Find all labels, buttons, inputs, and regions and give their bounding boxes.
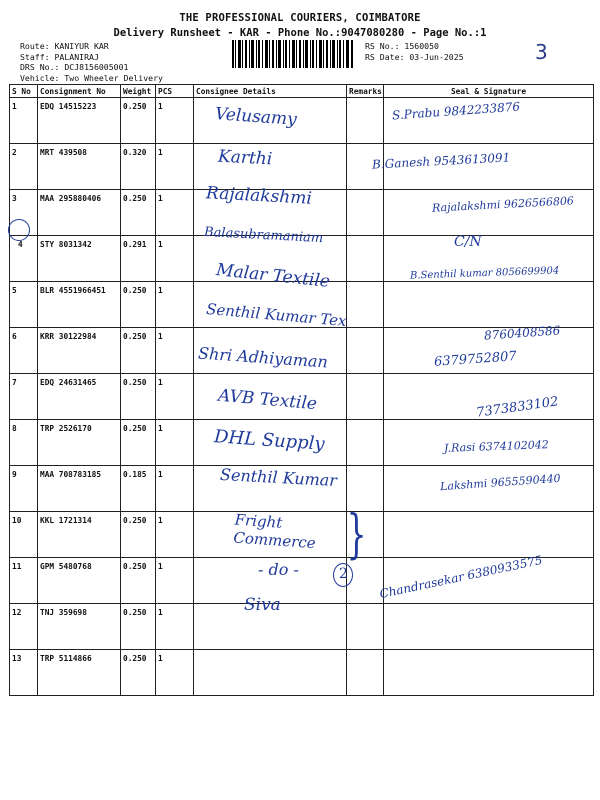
col-consignee: Consignee Details	[194, 85, 347, 98]
cell-weight: 0.250	[121, 604, 156, 650]
cell-sno: 13	[10, 650, 38, 696]
handwritten-consignee: Rajalakshmi	[205, 183, 313, 209]
cell-pcs: 1	[156, 558, 194, 604]
cell-remarks	[347, 282, 384, 328]
col-sno: S No	[10, 85, 38, 98]
cell-consignment: BLR 4551966451	[38, 282, 121, 328]
cell-pcs: 1	[156, 282, 194, 328]
handwritten-consignee: Balasubramaniam	[203, 224, 324, 247]
cell-sno: 11	[10, 558, 38, 604]
runsheet-table	[9, 84, 594, 696]
cell-consignment: MRT 439508	[38, 144, 121, 190]
cell-consignment: KKL 1721314	[38, 512, 121, 558]
cell-pcs: 1	[156, 144, 194, 190]
cell-sno: 7	[10, 374, 38, 420]
handwritten-signature: 6379752807	[433, 349, 518, 370]
circled-count-number: 2	[339, 566, 348, 582]
cell-pcs: 1	[156, 98, 194, 144]
cell-sno: 5	[10, 282, 38, 328]
cell-weight: 0.250	[121, 512, 156, 558]
handwritten-signature: B.Ganesh 9543613091	[371, 150, 511, 172]
cell-sno: 2	[10, 144, 38, 190]
cell-sno: 1	[10, 98, 38, 144]
cell-consignment: TRP 2526170	[38, 420, 121, 466]
cell-signature	[384, 604, 594, 650]
cell-consignment: MAA 708783185	[38, 466, 121, 512]
cell-pcs: 1	[156, 604, 194, 650]
handwritten-signature: 8760408586	[483, 323, 561, 343]
circled-row-mark	[8, 219, 30, 241]
cell-consignment: STY 8031342	[38, 236, 121, 282]
cell-remarks	[347, 604, 384, 650]
table-header-row	[10, 85, 594, 98]
handwritten-consignee: AVB Textile	[217, 385, 318, 415]
table-row	[10, 604, 594, 650]
rs-number: RS No.: 1560050	[365, 41, 439, 51]
cell-pcs: 1	[156, 374, 194, 420]
cell-pcs: 1	[156, 466, 194, 512]
rs-date: RS Date: 03-Jun-2025	[365, 51, 464, 62]
cell-pcs: 1	[156, 650, 194, 696]
barcode-image	[232, 40, 354, 68]
col-consignment: Consignment No	[38, 85, 121, 98]
cell-weight: 0.250	[121, 650, 156, 696]
cell-consignment: EDQ 24631465	[38, 374, 121, 420]
cell-consignment: EDQ 14515223	[38, 98, 121, 144]
cell-sno: 8	[10, 420, 38, 466]
cell-remarks	[347, 374, 384, 420]
cell-consignment: TRP 5114866	[38, 650, 121, 696]
runsheet-subtitle: Delivery Runsheet - KAR - Phone No.:9047080280 - Page No.:1	[113, 27, 487, 39]
handwritten-consignee: Siva	[244, 595, 281, 615]
cell-weight: 0.291	[121, 236, 156, 282]
cell-pcs: 1	[156, 512, 194, 558]
handwritten-signature: B.Senthil kumar 8056699904	[409, 265, 560, 282]
handwritten-consignee: Shri Adhiyaman	[197, 343, 329, 372]
cell-sno: 6	[10, 328, 38, 374]
cell-sno: 12	[10, 604, 38, 650]
cell-remarks	[347, 98, 384, 144]
vehicle-line: Vehicle: Two Wheeler Delivery	[20, 72, 163, 83]
col-remarks: Remarks	[347, 85, 384, 98]
handwritten-consignee: - do -	[258, 560, 299, 579]
handwritten-consignee: Karthi	[217, 146, 273, 170]
handwritten-consignee: Velusamy	[214, 104, 298, 130]
route-info	[20, 41, 163, 83]
route-line: Route: KANIYUR KAR	[20, 41, 109, 51]
cell-consignment: KRR 30122984	[38, 328, 121, 374]
cell-pcs: 1	[156, 190, 194, 236]
handwritten-signature: 7373833102	[475, 394, 560, 421]
cell-signature	[384, 512, 594, 558]
handwritten-consignee: Malar Textile	[215, 260, 331, 292]
cell-remarks	[347, 650, 384, 696]
cell-consignment: TNJ 359698	[38, 604, 121, 650]
cell-sno: 10	[10, 512, 38, 558]
cell-consignee	[194, 650, 347, 696]
handwritten-signature: S.Prabu 9842233876	[391, 99, 521, 123]
cell-pcs: 1	[156, 420, 194, 466]
handwritten-consignee: DHL Supply	[213, 426, 326, 455]
handwritten-signature: Chandrasekar 6380933575	[378, 552, 544, 602]
col-pcs: PCS	[156, 85, 194, 98]
handwritten-signature: Rajalakshmi 9626566806	[431, 194, 575, 215]
handwritten-signature: J.Rasi 6374102042	[443, 438, 549, 455]
cell-remarks	[347, 236, 384, 282]
table-row	[10, 650, 594, 696]
cell-sno: 3	[10, 190, 38, 236]
cell-weight: 0.320	[121, 144, 156, 190]
cell-weight: 0.250	[121, 420, 156, 466]
handwritten-page-mark: 3	[535, 40, 548, 64]
col-signature: Seal & Signature	[384, 85, 594, 98]
cell-weight: 0.250	[121, 558, 156, 604]
cell-weight: 0.250	[121, 190, 156, 236]
cell-weight: 0.250	[121, 282, 156, 328]
handwritten-consignee: Senthil Kumar Tex	[205, 299, 348, 331]
cell-consignment: GPM 5480768	[38, 558, 121, 604]
cell-weight: 0.250	[121, 98, 156, 144]
company-title: THE PROFESSIONAL COURIERS, COIMBATORE	[179, 12, 421, 24]
cell-signature	[384, 650, 594, 696]
cell-remarks	[347, 328, 384, 374]
handwritten-signature: C/N	[454, 234, 482, 250]
handwritten-signature: Lakshmi 9655590440	[439, 471, 562, 494]
handwritten-consignee: Senthil Kumar	[219, 464, 338, 491]
col-weight: Weight	[121, 85, 156, 98]
cell-pcs: 1	[156, 236, 194, 282]
staff-line: Staff: PALANIRAJ	[20, 51, 99, 62]
cell-weight: 0.250	[121, 374, 156, 420]
drs-line: DRS No.: DCJ8156005001	[20, 62, 129, 72]
cell-remarks	[347, 190, 384, 236]
cell-sno: 9	[10, 466, 38, 512]
cell-remarks	[347, 420, 384, 466]
cell-weight: 0.185	[121, 466, 156, 512]
handwritten-brace: }	[346, 505, 367, 565]
cell-consignment: MAA 295880406	[38, 190, 121, 236]
cell-signature	[384, 282, 594, 328]
cell-weight: 0.250	[121, 328, 156, 374]
cell-pcs: 1	[156, 328, 194, 374]
cell-sno: 4	[10, 236, 38, 282]
rs-info	[365, 41, 464, 62]
handwritten-consignee: Fright Commerce	[232, 510, 317, 553]
